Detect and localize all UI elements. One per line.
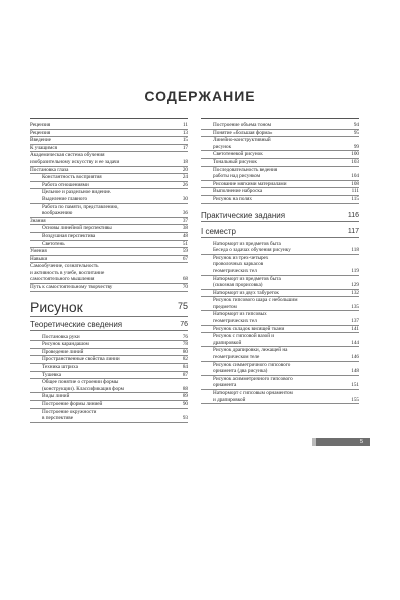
toc-entry (30, 167, 188, 175)
toc-entry (30, 401, 188, 409)
toc-entry (201, 354, 359, 362)
toc-entry (30, 393, 188, 401)
toc-entry-page: 94 (353, 122, 359, 128)
toc-entry-page: 67 (182, 255, 188, 262)
toc-entry-title: Натюрморт из предметов быта (213, 275, 281, 282)
toc-entry-title: Рисунок на полях (213, 195, 252, 202)
toc-entry (201, 159, 359, 167)
toc-entry (201, 282, 359, 290)
toc-entry-page: 141 (351, 325, 359, 332)
toc-entry-title: Беседа о задачах обучения рисунку (213, 247, 291, 254)
toc-entry-title: Тональный рисунок (213, 158, 257, 165)
toc-entry-title: Понятие «большая форма» (213, 129, 273, 136)
toc-entry-page: 51 (182, 240, 188, 247)
toc-entry-title: Построение окружности (42, 408, 97, 415)
toc-entry-page: 95 (353, 129, 359, 136)
toc-right-list (201, 122, 359, 204)
toc-entry (30, 174, 188, 182)
toc-entry-title: Умения (30, 248, 47, 255)
section-title: I семестр (201, 226, 236, 236)
toc-entry-title: Светотень (42, 240, 65, 247)
toc-entry (30, 270, 188, 277)
toc-entry-page: 118 (351, 247, 359, 254)
toc-entry-page: 82 (182, 356, 188, 363)
toc-entry-title: геометрических тел (213, 267, 257, 274)
toc-entry-page: 17 (182, 144, 188, 151)
toc-entry (30, 409, 188, 416)
toc-entry-title: изобразительному искусству и ее задачи (30, 158, 120, 165)
section-title: Рисунок (30, 298, 83, 315)
toc-entry (201, 333, 359, 340)
section-page: 76 (180, 320, 188, 328)
toc-entry-title: Выделение главного (42, 195, 88, 202)
toc-entry-title: воображению (42, 210, 73, 217)
toc-entry-title: Рецензия (30, 122, 51, 128)
toc-entry-page: 90 (182, 401, 188, 407)
toc-entry (30, 415, 188, 423)
toc-entry-title: Рисунок гипсового шара с небольшим (213, 297, 298, 304)
toc-entry-title: и драпировкой (213, 396, 246, 403)
toc-entry-title: Пространственные свойства линии (42, 356, 120, 363)
toc-entry-title: Натюрморт из предметов быта (213, 240, 281, 247)
toc-entry (201, 368, 359, 376)
toc-entry-page: 132 (351, 289, 359, 296)
toc-entry-title: проволочных каркасов (213, 261, 264, 268)
toc-entry-title: орнамента (два рисунка) (213, 368, 268, 375)
toc-right-column (201, 118, 359, 404)
toc-entry (201, 122, 359, 130)
toc-entry-page: 93 (182, 415, 188, 422)
toc-entry-title: Константность восприятия (42, 174, 102, 181)
toc-entry (201, 390, 359, 397)
toc-entry-title: Натюрморт с гипсовым орнаментом (213, 390, 293, 396)
toc-entry-title: Работа отношениями (42, 181, 89, 188)
toc-entry-title: Рисунок из трех-четырех (213, 254, 269, 261)
toc-entry-page: 111 (351, 188, 359, 195)
toc-entry-page: 155 (351, 396, 359, 403)
toc-entry-page: 37 (182, 217, 188, 224)
toc-entry (30, 210, 188, 218)
toc-entry-title: Техника штриха (42, 364, 78, 371)
toc-entry-title: (сквозная прорисовка) (213, 282, 263, 289)
toc-entry-page: 30 (182, 195, 188, 202)
toc-entry-title: Самообучение, сознательность (30, 263, 99, 270)
toc-entry-title: Рисование мягкими материалами (213, 180, 287, 187)
toc-entry-title: Навыки (30, 255, 48, 262)
toc-entry (201, 247, 359, 255)
toc-entry-page: 59 (182, 248, 188, 255)
toc-entry (201, 397, 359, 405)
top-rule (30, 118, 188, 119)
toc-entry-page: 68 (182, 276, 188, 283)
toc-entry-title: Линейно-конструктивный (213, 137, 271, 144)
toc-entry-page: 88 (182, 385, 188, 392)
toc-entry-title: Тушевка (42, 371, 61, 378)
toc-entry (30, 225, 188, 233)
toc-entry-page: 11 (183, 122, 188, 128)
toc-entry (30, 241, 188, 249)
toc-entry (30, 263, 188, 270)
toc-entry (201, 382, 359, 390)
toc-entry-title: и активность в учебе, воспитание (30, 269, 105, 276)
toc-entry (201, 151, 359, 159)
toc-entry-page: 78 (182, 341, 188, 348)
toc-entry-page: 119 (351, 267, 359, 274)
toc-entry (30, 276, 188, 284)
toc-entry-page: 15 (182, 137, 188, 144)
toc-section-theory (30, 319, 188, 331)
toc-entry-page: 20 (182, 166, 188, 173)
toc-entry-page: 148 (351, 368, 359, 375)
toc-entry-page: 48 (182, 232, 188, 239)
toc-entry-title: Светотеневой рисунок (213, 151, 263, 158)
toc-entry (30, 196, 188, 204)
toc-left-column (30, 118, 188, 423)
toc-entry (30, 137, 188, 145)
toc-left-list (30, 122, 188, 292)
toc-entry-page: 18 (182, 158, 188, 165)
section-title: Теоретические сведения (30, 319, 123, 329)
toc-entry (201, 297, 359, 304)
toc-entry (201, 268, 359, 276)
toc-entry (30, 334, 188, 342)
toc-entry-page: 129 (351, 282, 359, 289)
toc-entry-title: Знания (30, 217, 46, 224)
toc-entry (201, 137, 359, 144)
toc-entry-title: Построение формы линией (42, 401, 103, 407)
toc-entry (201, 196, 359, 204)
toc-entry-title: драпировкой (213, 339, 242, 346)
toc-entry (201, 173, 359, 181)
toc-entry-title: Постановка руки (42, 333, 80, 340)
toc-entry (201, 261, 359, 268)
toc-entry-title: работы над рисунком (213, 173, 261, 180)
toc-entry-title: Рисунок асимметричного гипсового (213, 375, 293, 382)
toc-entry-title: геометрическом теле (213, 354, 260, 361)
section-page: 117 (347, 227, 359, 235)
toc-entry-page: 137 (351, 318, 359, 325)
top-rule (201, 118, 359, 119)
toc-entry-title: Общее понятие о строении формы (42, 379, 119, 386)
toc-entry (30, 130, 188, 138)
toc-entry-page: 24 (182, 174, 188, 181)
toc-entry-page: 13 (182, 129, 188, 136)
toc-entry-page: 76 (182, 333, 188, 340)
toc-entry-title: самостоятельного мышления (30, 276, 95, 283)
toc-entry-title: Академическая система обучения (30, 152, 105, 159)
toc-entry-title: Постановка глаза (30, 166, 69, 173)
toc-entry-title: геометрических тел (213, 318, 257, 325)
toc-entry-page: 70 (182, 284, 188, 291)
toc-entry (30, 341, 188, 349)
toc-entry-page: 100 (351, 151, 359, 158)
toc-entry (201, 188, 359, 196)
toc-entry (30, 159, 188, 167)
toc-entry-title: рисунок (213, 143, 232, 150)
toc-entry-page: 26 (182, 181, 188, 188)
toc-entry-title: Рисунок драпировки, лежащей на (213, 347, 288, 354)
toc-entry-title: Виды линий (42, 393, 70, 400)
section-page: 75 (177, 300, 188, 311)
toc-entry-title: орнамента (213, 382, 237, 389)
toc-entry-title: Работа по памяти, представлению, (42, 203, 119, 210)
toc-entry-page: 108 (351, 180, 359, 187)
toc-entry-title: Проведение линий (42, 348, 84, 355)
toc-entry-page: 89 (182, 393, 188, 400)
toc-entry (201, 304, 359, 312)
section-page: 116 (347, 211, 359, 219)
section-title: Практические задания (201, 210, 286, 220)
toc-section-drawing (30, 298, 188, 317)
toc-entry-title: предметом (213, 303, 237, 310)
toc-entry-title: Рисунок карандашом (42, 341, 89, 348)
toc-entry-page: 99 (353, 143, 359, 150)
toc-right-list-2 (201, 241, 359, 405)
toc-entry (30, 233, 188, 241)
toc-left-list-2 (30, 334, 188, 423)
toc-entry-page: 103 (351, 158, 359, 165)
toc-entry-title: Рецензия (30, 129, 51, 136)
toc-entry-title: К учащимся (30, 144, 58, 151)
toc-entry-page: 38 (182, 225, 188, 232)
toc-entry-page: 144 (351, 339, 359, 346)
toc-entry-title: Натюрморт из гипсовых (213, 311, 267, 318)
toc-entry-title: Построение объема тоном (213, 122, 272, 128)
toc-section-semester (201, 226, 359, 238)
toc-section-practice (201, 210, 359, 222)
page-number: 5 (360, 439, 364, 445)
toc-entry-title: Воздушная перспектива (42, 232, 96, 239)
toc-entry (201, 318, 359, 326)
toc-entry-title: Введение (30, 137, 51, 144)
toc-entry-title: в перспективе (42, 415, 74, 422)
toc-entry (30, 189, 188, 196)
toc-entry-page: 84 (182, 364, 188, 371)
toc-entry-title: Рисунок симметричного гипсового (213, 361, 291, 368)
toc-entry (201, 376, 359, 383)
toc-entry-page: 80 (182, 348, 188, 355)
toc-entry-page: 36 (182, 210, 188, 217)
toc-entry (30, 248, 188, 256)
toc-entry-page: 104 (351, 173, 359, 180)
toc-entry-title: Выполнение наброска (213, 188, 263, 195)
toc-entry (30, 356, 188, 364)
toc-entry-title: Рисунок с гипсовой вазой и (213, 333, 275, 340)
toc-entry-title: Основы линейной перспективы (42, 225, 112, 232)
toc-entry (30, 284, 188, 292)
toc-entry (30, 122, 188, 130)
toc-entry-page: 87 (182, 371, 188, 378)
toc-entry (201, 347, 359, 354)
toc-entry (201, 255, 359, 262)
toc-entry (30, 152, 188, 159)
toc-entry-title: Рисунок складок висящей ткани (213, 325, 285, 332)
toc-entry-title: Цельное и раздельное видение. (42, 189, 112, 196)
toc-entry-page: 115 (351, 195, 359, 202)
page-title: СОДЕРЖАНИЕ (144, 88, 256, 104)
toc-entry-page: 151 (351, 382, 359, 389)
toc-entry-page: 135 (351, 303, 359, 310)
toc-entry-title: (конструкции). Классификация форм (42, 385, 124, 392)
toc-entry (201, 311, 359, 318)
toc-entry-title: Натюрморт из двух табуреток (213, 289, 279, 296)
toc-entry (30, 182, 188, 190)
toc-entry-title: Последовательность ведения (213, 166, 278, 173)
toc-entry (30, 379, 188, 386)
toc-entry-page: 146 (351, 354, 359, 361)
toc-entry (30, 364, 188, 372)
toc-entry-title: Путь к самостоятельному творчеству (30, 284, 113, 291)
